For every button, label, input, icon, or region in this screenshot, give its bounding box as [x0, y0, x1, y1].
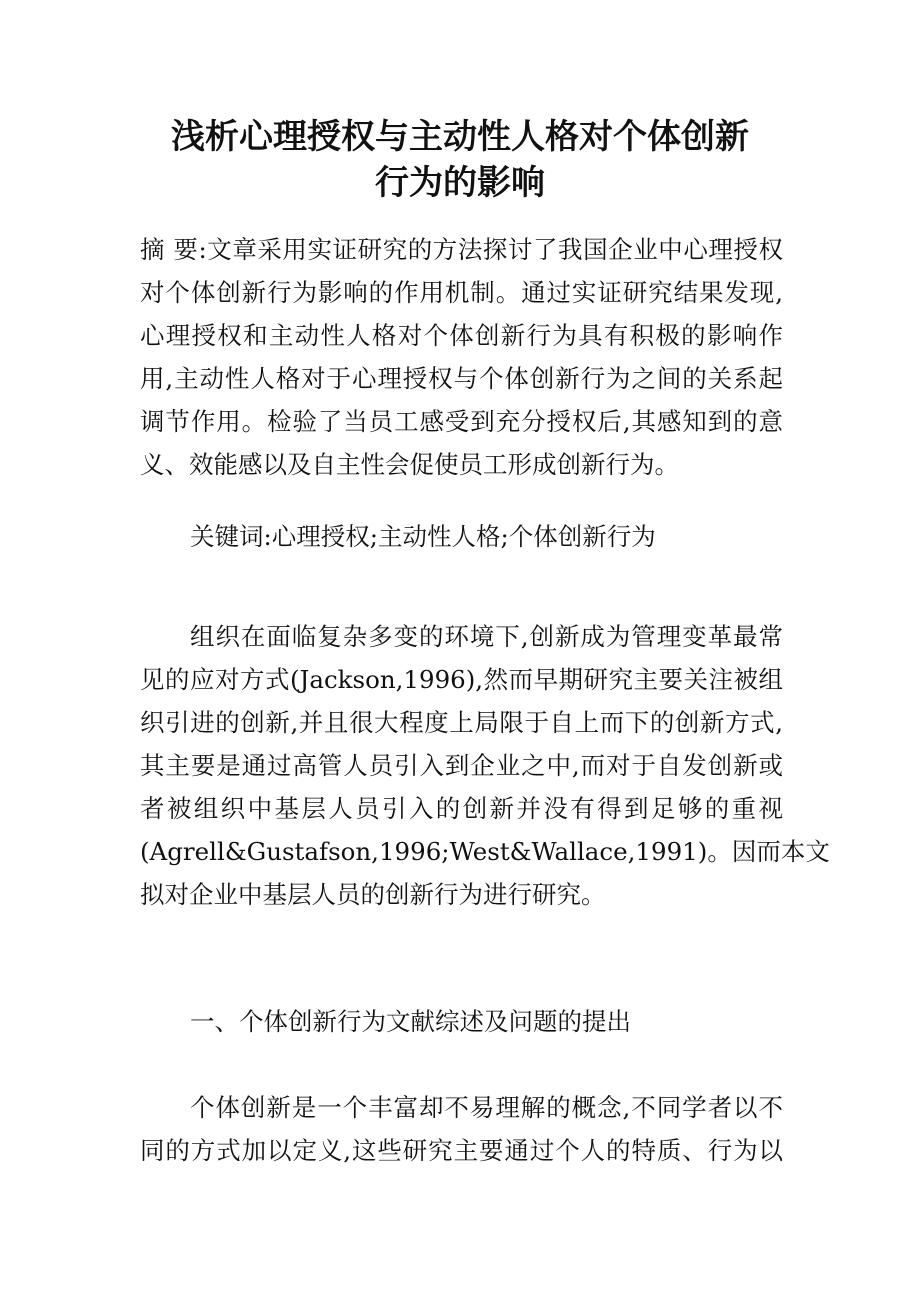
title-line-2: 行为的影响 [375, 163, 545, 203]
abstract-line: 用,主动性人格对于心理授权与个体创新行为之间的关系起 [140, 364, 783, 393]
title-line-1: 浅析心理授权与主动性人格对个体创新 [171, 117, 749, 157]
paragraph-line: 个体创新是一个丰富却不易理解的概念,不同学者以不 [190, 1093, 783, 1122]
paragraph-line: 者被组织中基层人员引入的创新并没有得到足够的重视 [140, 794, 783, 823]
abstract-line: 调节作用。检验了当员工感受到充分授权后,其感知到的意 [140, 407, 783, 436]
abstract-line: 摘 要:文章采用实证研究的方法探讨了我国企业中心理授权 [140, 235, 783, 264]
abstract-line: 义、效能感以及自主性会促使员工形成创新行为。 [140, 450, 679, 479]
paragraph-line: 其主要是通过高管人员引入到企业之中,而对于自发创新或 [140, 751, 783, 780]
keywords: 关键词:心理授权;主动性人格;个体创新行为 [190, 522, 656, 551]
abstract-line: 心理授权和主动性人格对个体创新行为具有积极的影响作 [140, 321, 783, 350]
paragraph-line: 织引进的创新,并且很大程度上局限于自上而下的创新方式, [140, 708, 783, 737]
document-title [130, 114, 790, 206]
paragraph-line: 组织在面临复杂多变的环境下,创新成为管理变革最常 [190, 622, 783, 651]
section-heading: 一、个体创新行为文献综述及问题的提出 [190, 1007, 631, 1036]
paragraph-line: 同的方式加以定义,这些研究主要通过个人的特质、行为以 [140, 1136, 783, 1165]
paragraph-line: 见的应对方式(Jackson,1996),然而早期研究主要关注被组 [140, 665, 783, 694]
paragraph-line: (Agrell&Gustafson,1996;West&Wallace,1991)。因而本文 [140, 837, 830, 866]
paragraph-line: 拟对企业中基层人员的创新行为进行研究。 [140, 880, 606, 909]
abstract-line: 对个体创新行为影响的作用机制。通过实证研究结果发现, [140, 278, 783, 307]
